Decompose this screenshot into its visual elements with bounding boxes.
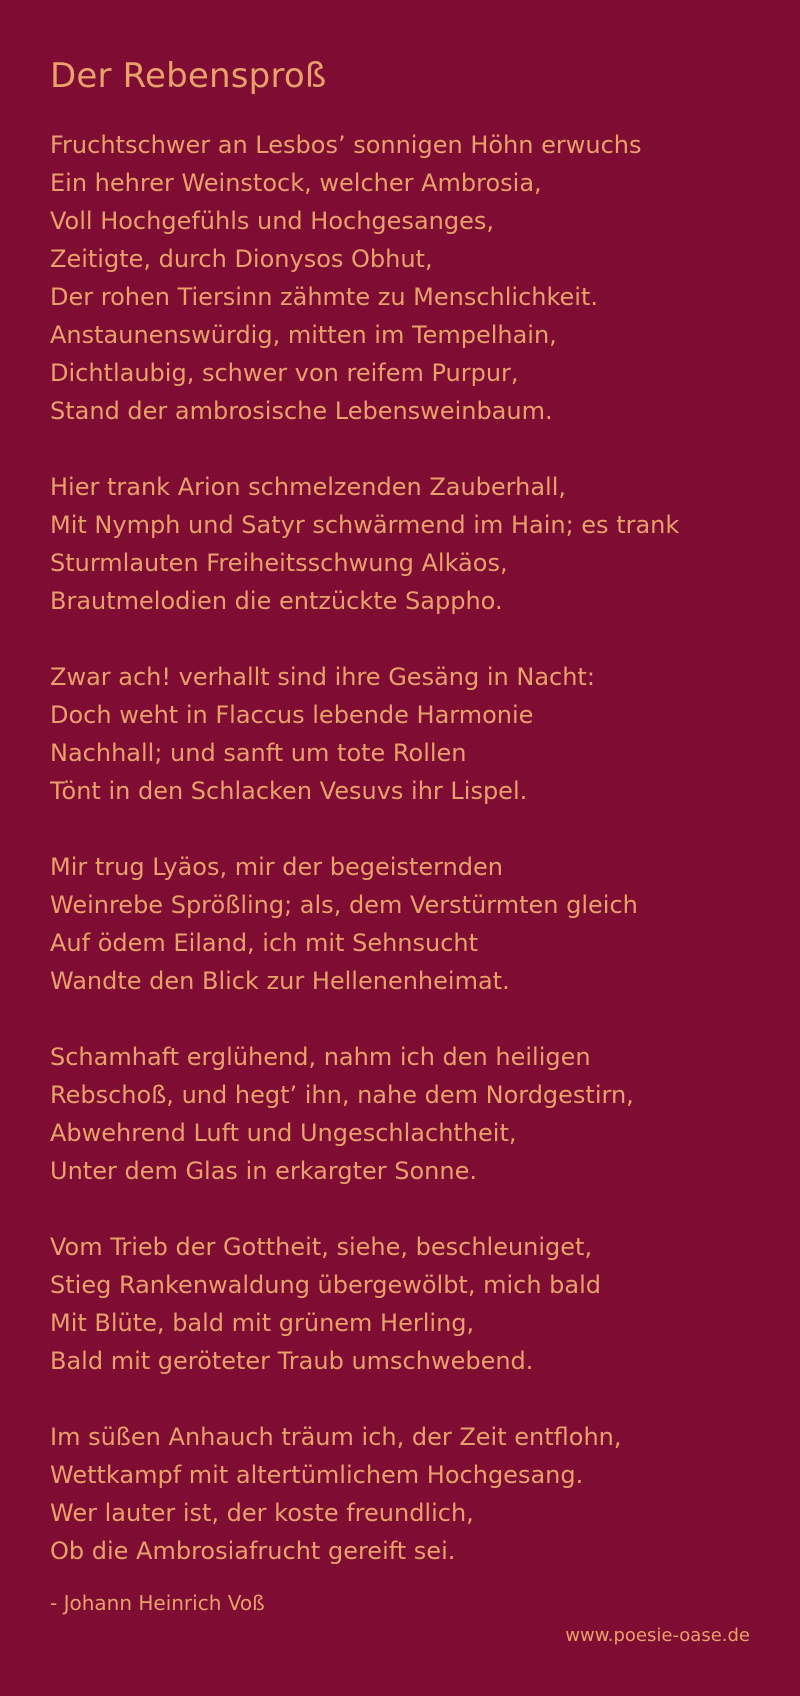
poem-line: Vom Trieb der Gottheit, siehe, beschleuniget,	[50, 1233, 593, 1261]
poem-line: Brautmelodien die entzückte Sappho.	[50, 587, 503, 615]
stanza-4	[50, 848, 770, 1000]
poem-line: Nachhall; und sanft um tote Rollen	[50, 739, 467, 767]
poem-line: Stieg Rankenwaldung übergewölbt, mich bald	[50, 1271, 602, 1299]
website-footer: www.poesie-oase.de	[565, 1625, 750, 1646]
poem-line: Rebschoß, und hegt’ ihn, nahe dem Nordgestirn,	[50, 1081, 634, 1109]
poem-line: Im süßen Anhauch träum ich, der Zeit entflohn,	[50, 1423, 622, 1451]
poem-line: Voll Hochgefühls und Hochgesanges,	[50, 207, 494, 235]
poem-line: Wandte den Blick zur Hellenenheimat.	[50, 967, 510, 995]
poem-line: Abwehrend Luft und Ungeschlachtheit,	[50, 1119, 517, 1147]
poem-line: Anstaunenswürdig, mitten im Tempelhain,	[50, 321, 557, 349]
poem-line: Mir trug Lyäos, mir der begeisternden	[50, 853, 503, 881]
poem-line: Wettkampf mit altertümlichem Hochgesang.	[50, 1461, 584, 1489]
poem-author: - Johann Heinrich Voß	[50, 1591, 265, 1615]
stanza-6	[50, 1228, 770, 1380]
poem-line: Auf ödem Eiland, ich mit Sehnsucht	[50, 929, 479, 957]
poem-title: Der Rebensproß	[50, 56, 327, 96]
poem-line: Bald mit geröteter Traub umschwebend.	[50, 1347, 534, 1375]
stanza-1	[50, 126, 770, 430]
poem-line: Zwar ach! verhallt sind ihre Gesäng in Nacht:	[50, 663, 595, 691]
poem-line: Wer lauter ist, der koste freundlich,	[50, 1499, 474, 1527]
stanza-3	[50, 658, 770, 810]
stanza-5	[50, 1038, 770, 1190]
stanza-2	[50, 468, 770, 620]
poem-container	[50, 52, 770, 1618]
poem-line: Sturmlauten Freiheitsschwung Alkäos,	[50, 549, 508, 577]
poem-line: Stand der ambrosische Lebensweinbaum.	[50, 397, 553, 425]
stanza-7	[50, 1418, 770, 1570]
poem-line: Weinrebe Sprößling; als, dem Verstürmten gleich	[50, 891, 638, 919]
poem-line: Ob die Ambrosiafrucht gereift sei.	[50, 1537, 456, 1565]
poem-line: Dichtlaubig, schwer von reifem Purpur,	[50, 359, 519, 387]
poem-line: Der rohen Tiersinn zähmte zu Menschlichkeit.	[50, 283, 599, 311]
poem-line: Doch weht in Flaccus lebende Harmonie	[50, 701, 534, 729]
poem-line: Schamhaft erglühend, nahm ich den heiligen	[50, 1043, 591, 1071]
poem-line: Tönt in den Schlacken Vesuvs ihr Lispel.	[50, 777, 528, 805]
poem-line: Unter dem Glas in erkargter Sonne.	[50, 1157, 477, 1185]
poem-line: Zeitigte, durch Dionysos Obhut,	[50, 245, 433, 273]
poem-line: Fruchtschwer an Lesbos’ sonnigen Höhn erwuchs	[50, 131, 642, 159]
poem-line: Ein hehrer Weinstock, welcher Ambrosia,	[50, 169, 542, 197]
poem-line: Mit Nymph und Satyr schwärmend im Hain; es trank	[50, 511, 680, 539]
poem-line: Mit Blüte, bald mit grünem Herling,	[50, 1309, 475, 1337]
poem-line: Hier trank Arion schmelzenden Zauberhall,	[50, 473, 566, 501]
